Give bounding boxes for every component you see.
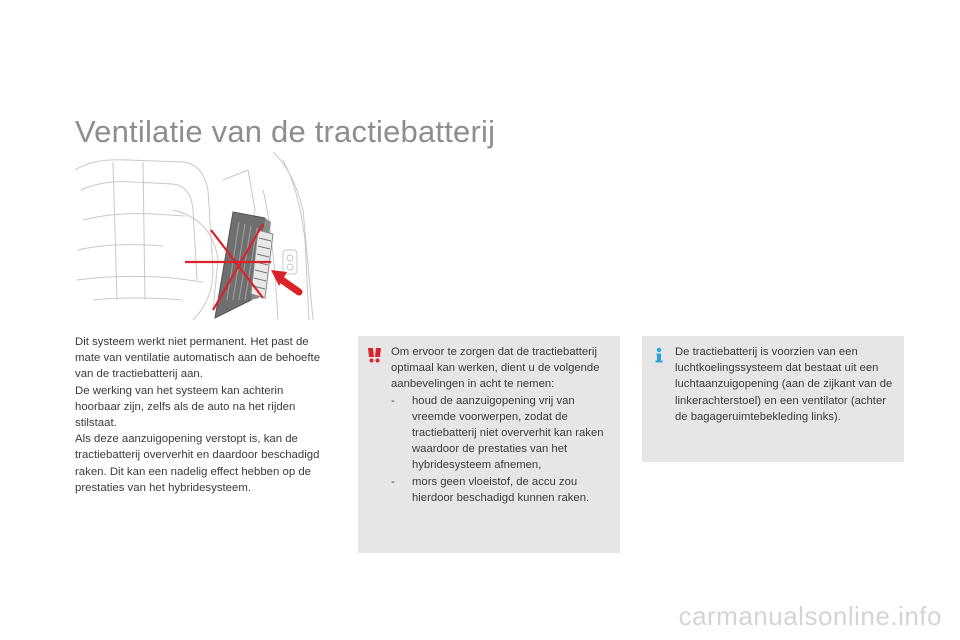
warning-intro: Om ervoor te zorgen dat de tractiebatterij optimaal kan werken, dient u de volgende aanbevelingen in acht te nemen: xyxy=(391,346,600,391)
body-paragraph: Als deze aanzuigopening verstopt is, kan de tractiebatterij oververhit en daardoor beschadigd raken. Dit kan een nadelig effect hebben op de prestaties van het hybridesysteem. xyxy=(75,433,320,494)
page-title: Ventilatie van de tractiebatterij xyxy=(75,113,496,149)
warning-icon xyxy=(367,347,383,363)
body-paragraph: Dit systeem werkt niet permanent. Het past de mate van ventilatie automatisch aan de behoefte van de tractiebatterij aan. xyxy=(75,336,321,381)
body-paragraph: De werking van het systeem kan achterin hoorbaar zijn, zelfs als de auto na het rijden stilstaat. xyxy=(75,384,296,430)
list-item-text: houd de aanzuigopening vrij van vreemde voorwerpen, zodat de tractiebatterij niet oververhit kan raken waardoor de prestaties van het hybridesysteem afnemen, xyxy=(412,394,604,472)
info-paragraph: De tractiebatterij is voorzien van een luchtkoelingssysteem dat bestaat uit een luchtaanzuigopening (aan de zijkant van de linkerachterstoel) en een ventilator (achter de bagageruimtebekleding links). xyxy=(675,346,893,423)
list-dash: - xyxy=(391,475,395,488)
info-icon xyxy=(651,347,667,363)
list-item-text: mors geen vloeistof, de accu zou hierdoor beschadigd kunnen raken. xyxy=(412,475,590,504)
info-text xyxy=(675,344,897,425)
watermark: carmanualsonline.info xyxy=(678,601,942,631)
list-dash: - xyxy=(391,394,395,407)
recommendation-list xyxy=(391,393,613,506)
list-item xyxy=(391,393,613,474)
list-item xyxy=(391,474,613,506)
rear-seat-air-intake-illustration xyxy=(73,150,319,328)
warning-box xyxy=(358,336,620,553)
info-box xyxy=(642,336,904,462)
body-text xyxy=(75,334,325,496)
warning-text xyxy=(391,344,613,506)
